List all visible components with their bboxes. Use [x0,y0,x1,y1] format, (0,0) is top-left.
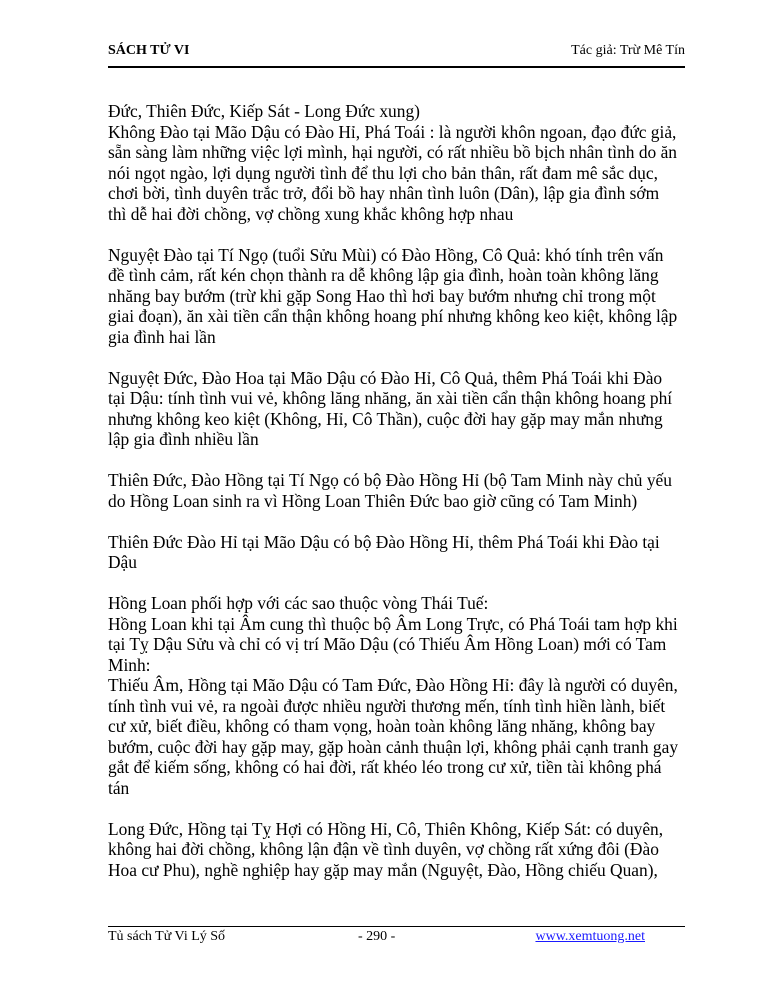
text-line: đề tình cảm, rất kén chọn thành ra dễ không lập gia đình, hoàn toàn không lăng [108,265,659,285]
author-label: Tác giả: Trừ Mê Tín [571,43,685,58]
text-line: Nguyệt Đào tại Tí Ngọ (tuổi Sửu Mùi) có Đào Hồng, Cô Quả: khó tính trên vấn [108,244,664,265]
footer-rule [108,926,685,927]
text-line: chơi bời, tình duyên trắc trở, đổi bồ hay nhân tình luôn (Dân), lập gia đình sớm [108,183,660,203]
text-line: lập gia đình nhiều lần [108,429,259,449]
text-line: cư xử, biết điều, không có tham vọng, hoàn toàn không lăng nhăng, không bay [108,716,656,736]
text-line: không hai đời chồng, không lận đận về tình duyên, vợ chồng rất xứng đôi (Đào [108,839,659,859]
text-line: Dậu [108,552,137,572]
paragraph [108,470,690,511]
paragraph [108,245,690,348]
text-line: Thiên Đức, Đào Hồng tại Tí Ngọ có bộ Đào Hồng Hỉ (bộ Tam Minh này chủ yếu [108,470,672,490]
page-header [108,43,685,65]
text-line: giai đoạn), ăn xài tiền cẩn thận không hoang phí nhưng không keo kiệt, không lập [108,306,678,326]
text-line: Đức, Thiên Đức, Kiếp Sát - Long Đức xung) [108,101,420,121]
footer-website-link[interactable]: www.xemtuong.net [535,929,645,944]
text-line: thì dễ hai đời chồng, vợ chồng xung khắc không hợp nhau [108,203,514,224]
text-line: Không Đào tại Mão Dậu có Đào Hỉ, Phá Toái : là người khôn ngoan, đạo đức giả, [108,121,677,142]
paragraph [108,101,690,224]
text-line: Hồng Loan khi tại Âm cung thì thuộc bộ Âm Long Trực, có Phá Toái tam hợp khi [108,613,678,634]
paragraph [108,532,690,573]
text-line: Long Đức, Hồng tại Tỵ Hợi có Hồng Hỉ, Cô, Thiên Không, Kiếp Sát: có duyên, [108,818,664,839]
paragraph [108,593,690,798]
page-body [108,101,690,901]
text-line: Thiên Đức Đào Hỉ tại Mão Dậu có bộ Đào Hồng Hỉ, thêm Phá Toái khi Đào tại [108,531,660,552]
text-line: bướm, cuộc đời hay gặp may, gặp hoàn cảnh thuận lợi, không phải cạnh tranh gay [108,736,679,757]
text-line: tính tình vui vẻ, ra ngoài được nhiều người thương mến, tính tình hiền lành, biết [108,695,666,716]
text-line: tại Tỵ Dậu Sửu và chỉ có vị trí Mão Dậu (có Thiếu Âm Hồng Loan) mới có Tam [108,634,667,654]
text-line: Hồng Loan phối hợp với các sao thuộc vòng Thái Tuế: [108,593,489,613]
page-footer [108,929,685,949]
book-title: SÁCH TỬ VI [108,43,190,58]
text-line: Minh: [108,654,151,675]
text-line: do Hồng Loan sinh ra vì Hồng Loan Thiên Đức bao giờ cũng có Tam Minh) [108,490,638,511]
text-line: nhưng không keo kiệt (Không, Hỉ, Cô Thần), cuộc đời hay gặp may mắn nhưng [108,408,663,429]
paragraph [108,819,690,881]
text-line: tán [108,777,130,798]
header-rule [108,66,685,68]
text-line: gia đình hai lần [108,326,216,347]
text-line: gắt để kiếm sống, không có hai đời, rất khéo léo trong cư xử, tiền tài không phá [108,757,662,777]
text-line: tại Dậu: tính tình vui vẻ, không lăng nhăng, ăn xài tiền cẩn thận không hoang phí [108,388,673,408]
paragraph [108,368,690,450]
text-line: nhăng bay bướm (trừ khi gặp Song Hao thì hơi bay bướm nhưng chỉ trong một [108,285,656,306]
text-line: Nguyệt Đức, Đào Hoa tại Mão Dậu có Đào Hỉ, Cô Quả, thêm Phá Toái khi Đào [108,367,663,388]
text-line: sẵn sàng làm những việc lợi mình, hại người, có rất nhiều bồ bịch nhân tình do ăn [108,142,677,162]
text-line: Hoa cư Phu), nghề nghiệp hay gặp may mắn (Nguyệt, Đào, Hồng chiếu Quan), [108,859,658,880]
footer-series: Tủ sách Tử Vi Lý Số [108,929,226,944]
text-line: nói ngọt ngào, lợi dụng người tình để thu lợi cho bản thân, rất đam mê sắc dục, [108,162,658,183]
text-line: Thiếu Âm, Hồng tại Mão Dậu có Tam Đức, Đào Hồng Hỉ: đây là người có duyên, [108,675,678,695]
page-number: - 290 - [358,929,396,944]
